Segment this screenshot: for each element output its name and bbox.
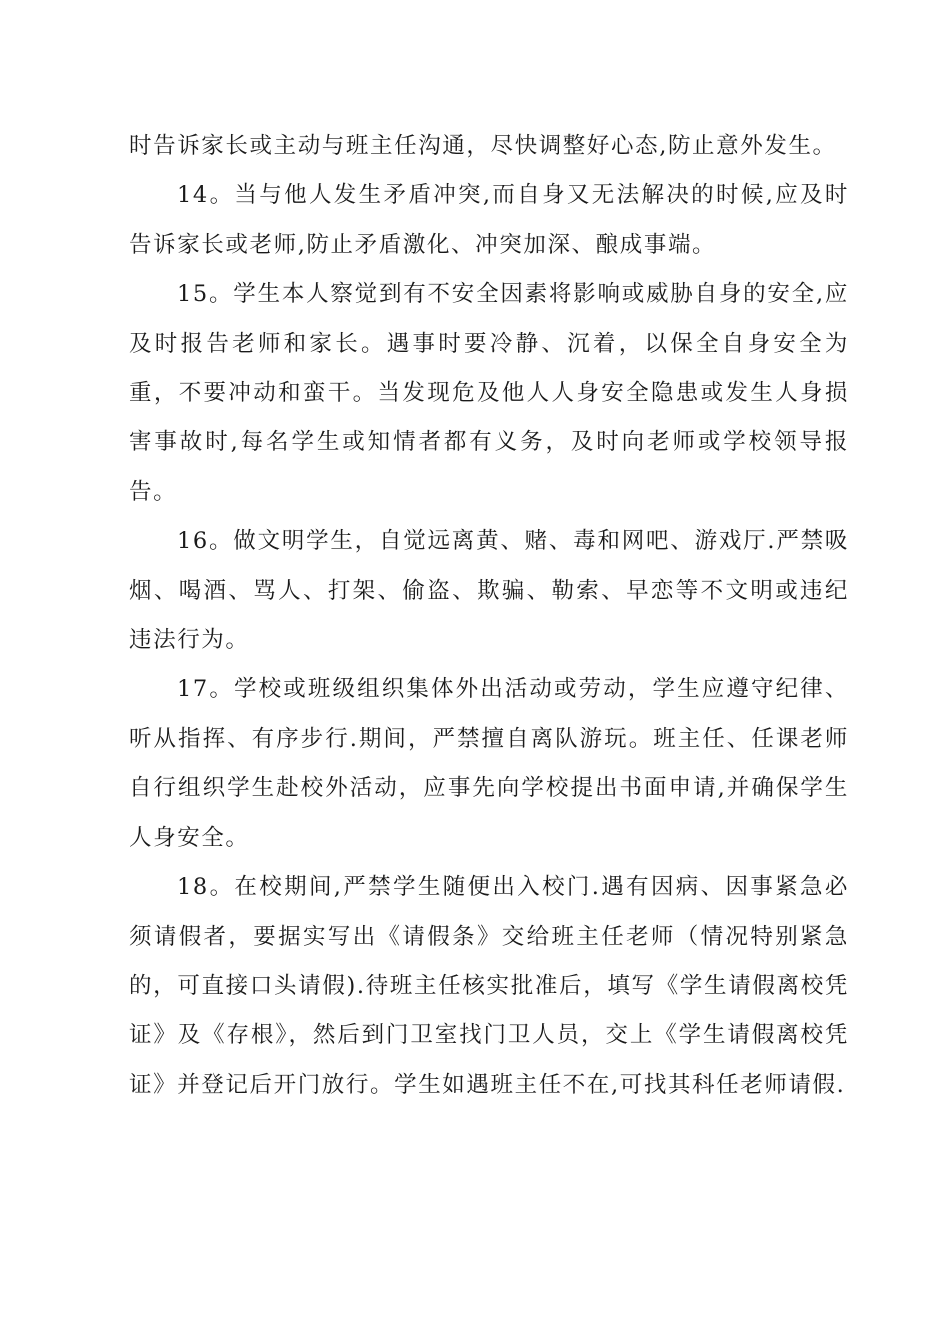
paragraph-18: 18。在校期间,严禁学生随便出入校门.遇有因病、因事紧急必须请假者，要据实写出《请假条》交给班主任老师（情况特别紧急的，可直接口头请假).待班主任核实批准后，填写《学生请假离校凭证》及《存根》，然后到门卫室找门卫人员，交上《学生请假离校凭证》并登记后开门放行。学生如遇班主任不在,可找其科任老师请假. [129, 874, 849, 1098]
paragraph-17: 17。学校或班级组织集体外出活动或劳动，学生应遵守纪律、听从指挥、有序步行.期间，严禁擅自离队游玩。班主任、任课老师自行组织学生赴校外活动，应事先向学校提出书面申请,并确保学生人身安全。 [129, 676, 849, 851]
paragraph-16: 16。做文明学生，自觉远离黄、赌、毒和网吧、游戏厅.严禁吸烟、喝酒、骂人、打架、偷盗、欺骗、勒索、早恋等不文明或违纪违法行为。 [129, 528, 849, 654]
paragraph-15: 15。学生本人察觉到有不安全因素将影响或威胁自身的安全,应及时报告老师和家长。遇事时要冷静、沉着，以保全自身安全为重，不要冲动和蛮干。当发现危及他人人身安全隐患或发生人身损害事故时,每名学生或知情者都有义务，及时向老师或学校领导报告。 [129, 281, 849, 505]
document-body [129, 122, 849, 1110]
paragraph-13-continuation: 时告诉家长或主动与班主任沟通，尽快调整好心态,防止意外发生。 [129, 133, 837, 159]
paragraph-14: 14。当与他人发生矛盾冲突,而自身又无法解决的时候,应及时告诉家长或老师,防止矛盾激化、冲突加深、酿成事端。 [129, 182, 849, 258]
